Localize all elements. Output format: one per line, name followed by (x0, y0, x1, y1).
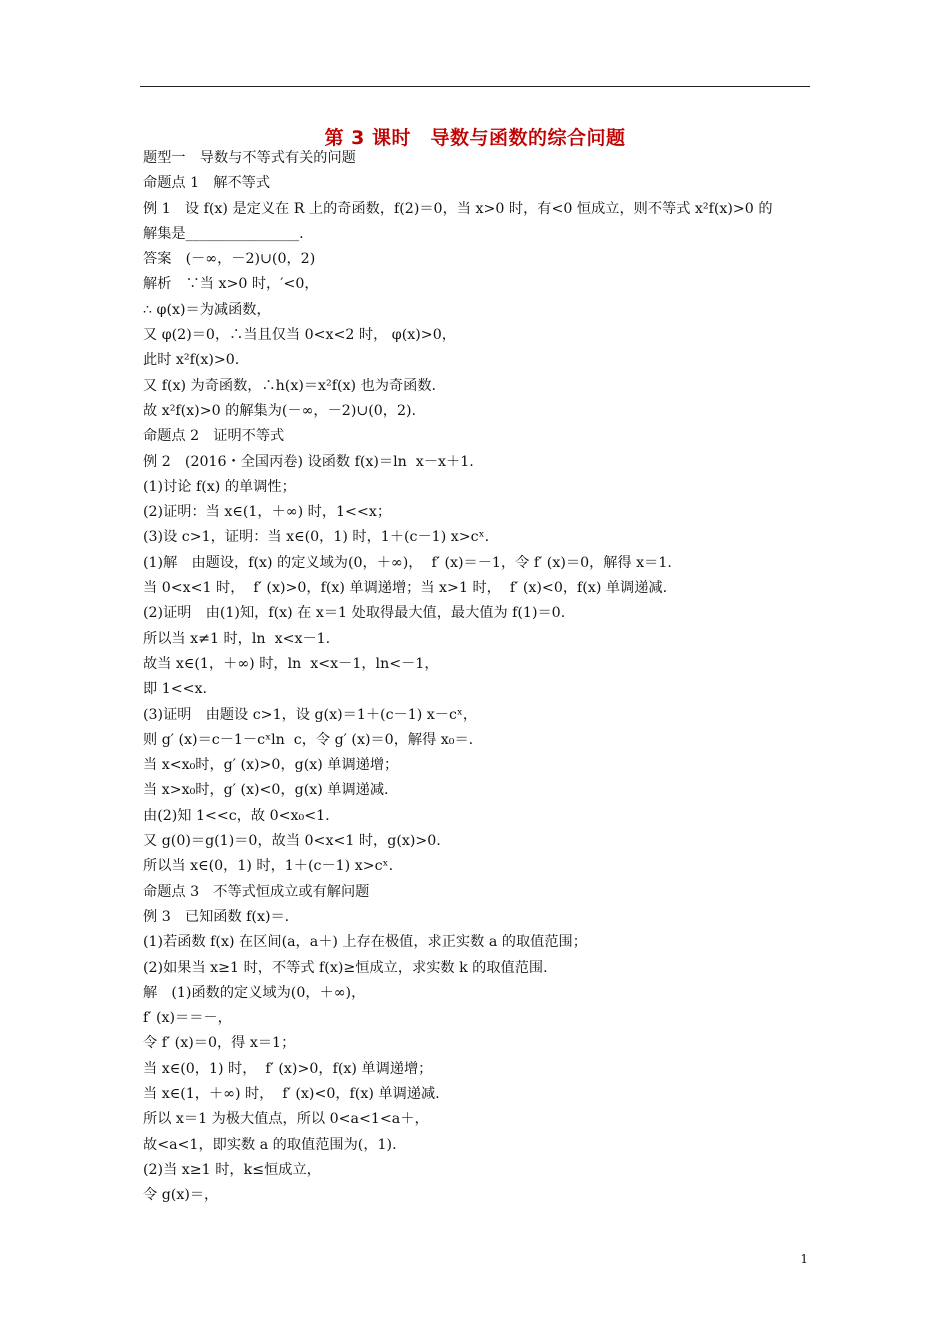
text-line: 例 3 已知函数 f(x)＝. (143, 908, 290, 925)
text-line: 故 x²f(x)>0 的解集为(－∞，－2)∪(0，2). (143, 402, 417, 419)
text-line: 解 (1)函数的定义域为(0，＋∞)， (143, 984, 366, 1001)
text-line: f′ (x)＝＝－， (143, 1010, 232, 1027)
text-line: 例 1 设 f(x) 是定义在 R 上的奇函数，f(2)＝0，当 x>0 时，有<0 恒成立，则不等式 x²f(x)>0 的 (143, 200, 773, 217)
text-line: 又 φ(2)＝0，∴当且仅当 0<x<2 时， φ(x)>0， (143, 327, 456, 344)
text-line: (1)解 由题设，f(x) 的定义域为(0，＋∞)， f′ (x)＝－1，令 f′ (x)＝0，解得 x＝1. (143, 554, 672, 571)
text-line: 解析 ∵当 x>0 时，′<0， (143, 276, 319, 293)
text-line: (3)证明 由题设 c>1，设 g(x)＝1＋(c－1) x－cˣ， (143, 706, 478, 723)
text-line: 命题点 2 证明不等式 (143, 428, 285, 445)
text-line: 题型一 导数与不等式有关的问题 (143, 150, 356, 166)
text-line: 则 g′ (x)＝c－1－cˣln c，令 g′ (x)＝0，解得 x₀＝. (143, 731, 474, 748)
page-title: 第 3 课时 导数与函数的综合问题 (324, 127, 626, 149)
text-line: 故<a<1，即实数 a 的取值范围为(，1). (143, 1136, 397, 1153)
header-rule (140, 86, 810, 87)
text-line: (1)若函数 f(x) 在区间(a，a＋) 上存在极值，求正实数 a 的取值范围； (143, 934, 587, 951)
text-line: 当 x∈(0，1) 时， f′ (x)>0，f(x) 单调递增； (143, 1060, 433, 1077)
text-line: 由(2)知 1<<c，故 0<x₀<1. (143, 807, 330, 824)
text-line: (2)证明 由(1)知，f(x) 在 x＝1 处取得最大值，最大值为 f(1)＝0. (143, 605, 566, 622)
text-line: 所以当 x≠1 时，ln x<x－1. (143, 630, 331, 647)
text-line: (2)证明：当 x∈(1，＋∞) 时，1<<x； (143, 504, 392, 521)
text-line: 令 g(x)＝， (143, 1187, 219, 1204)
page-number: 1 (800, 1252, 808, 1266)
text-line: 又 f(x) 为奇函数，∴h(x)＝x²f(x) 也为奇函数. (143, 377, 437, 394)
text-line: 例 2 (2016・全国丙卷) 设函数 f(x)＝ln x－x＋1. (143, 453, 474, 470)
text-line: 即 1<<x. (143, 681, 208, 698)
text-line: 命题点 3 不等式恒成立或有解问题 (143, 883, 370, 900)
text-line: 此时 x²f(x)>0. (143, 352, 240, 369)
text-line: (2)如果当 x≥1 时，不等式 f(x)≥恒成立，求实数 k 的取值范围. (143, 959, 548, 976)
text-line: 当 0<x<1 时， f′ (x)>0，f(x) 单调递增；当 x>1 时， f′ (x)<0，f(x) 单调递减. (143, 580, 668, 597)
text-line: (1)讨论 f(x) 的单调性； (143, 478, 296, 495)
text-line: 当 x∈(1，＋∞) 时， f′ (x)<0，f(x) 单调递减. (143, 1085, 440, 1102)
text-line: 命题点 1 解不等式 (143, 175, 271, 192)
text-line: 当 x<x₀时，g′ (x)>0，g(x) 单调递增； (143, 757, 399, 774)
text-line: 所以当 x∈(0，1) 时，1＋(c－1) x>cˣ. (143, 858, 394, 875)
text-line: (3)设 c>1，证明：当 x∈(0，1) 时，1＋(c－1) x>cˣ. (143, 529, 490, 546)
text-line: 故当 x∈(1，＋∞) 时，ln x<x－1，ln<－1， (143, 655, 439, 672)
text-line: 所以 x＝1 为极大值点，所以 0<a<1<a＋， (143, 1111, 429, 1128)
text-line: ∴ φ(x)＝为减函数， (143, 301, 271, 318)
text-line: 答案 (－∞，－2)∪(0，2) (143, 251, 316, 268)
text-line: 又 g(0)＝g(1)＝0，故当 0<x<1 时，g(x)>0. (143, 833, 441, 850)
text-line: 当 x>x₀时，g′ (x)<0，g(x) 单调递减. (143, 782, 389, 799)
text-line: 解集是________________. (143, 225, 304, 242)
document-body (143, 146, 823, 1208)
text-line: (2)当 x≥1 时，k≤恒成立， (143, 1161, 321, 1178)
text-line: 令 f′ (x)＝0，得 x＝1； (143, 1035, 296, 1052)
